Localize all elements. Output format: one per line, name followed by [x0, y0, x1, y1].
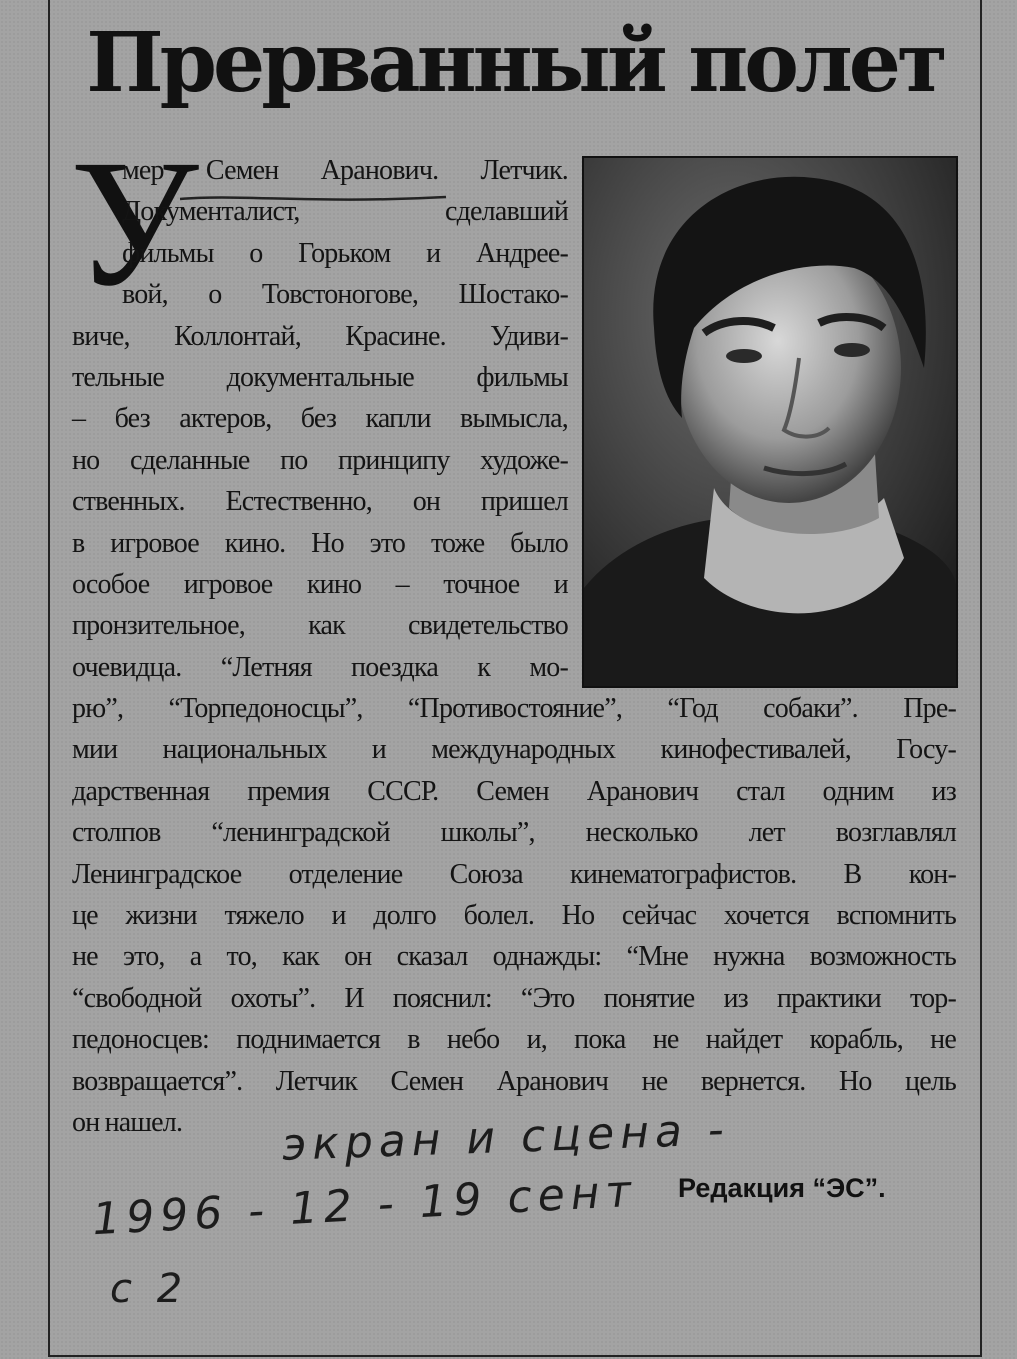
- body-line: вой, о Товстоногове, Шостако-: [122, 279, 568, 311]
- signature: Редакция “ЭС”.: [678, 1173, 886, 1203]
- body-line: мер Семен Аранович. Летчик.: [122, 155, 568, 186]
- body-line: он нашел.: [72, 1106, 183, 1138]
- handwritten-date: 1996 - 12 - 19 сент: [91, 1165, 639, 1246]
- body-line: рю”, “Торпедоносцы”, “Противостояние”, “Год собаки”. Пре-: [72, 693, 956, 725]
- body-line: Ленинградское отделение Союза кинематографистов. В кон-: [72, 858, 956, 890]
- body-line: дарственная премия СССР. Семен Аранович стал одним из: [72, 775, 956, 807]
- body-line: в игровое кино. Но это тоже было: [72, 527, 568, 559]
- body-line: фильмы о Горьком и Андрее-: [122, 237, 568, 269]
- body-line: не это, а то, как он сказал однажды: “Мне нужна возможность: [72, 941, 956, 973]
- body-line: виче, Коллонтай, Красине. Удиви-: [72, 320, 568, 352]
- headline: Прерванный полет: [86, 15, 944, 111]
- body-line: ственных. Естественно, он пришел: [72, 486, 568, 518]
- body-line: це жизни тяжело и долго болел. Но сейчас хочется вспомнить: [72, 900, 956, 932]
- body-line: очевидца. “Летняя поездка к мо-: [72, 651, 568, 683]
- body-line: “свободной охоты”. И пояснил: “Это понятие из практики тор-: [72, 982, 956, 1014]
- body-line: пронзительное, как свидетельство: [72, 610, 568, 642]
- handwritten-page: с 2: [110, 1266, 189, 1312]
- article-body: [72, 150, 956, 1143]
- body-line: возвращается”. Летчик Семен Аранович не вернется. Но цель: [72, 1065, 956, 1097]
- body-line: тельные документальные фильмы: [72, 361, 568, 393]
- drop-cap: У: [70, 123, 199, 324]
- body-line: особое игровое кино – точное и: [72, 568, 568, 600]
- body-line: – без актеров, без капли вымысла,: [72, 403, 568, 435]
- handwritten-source: экран и сцена -: [281, 1104, 731, 1171]
- body-line: мии национальных и международных кинофестивалей, Госу-: [72, 734, 956, 766]
- body-line: но сделанные по принципу художе-: [72, 444, 568, 476]
- body-line: педоносцев: поднимается в небо и, пока не найдет корабль, не: [72, 1024, 956, 1056]
- body-line: столпов “ленинградской школы”, несколько лет возглавлял: [72, 817, 956, 849]
- body-line: Документалист, сделавший: [122, 196, 568, 228]
